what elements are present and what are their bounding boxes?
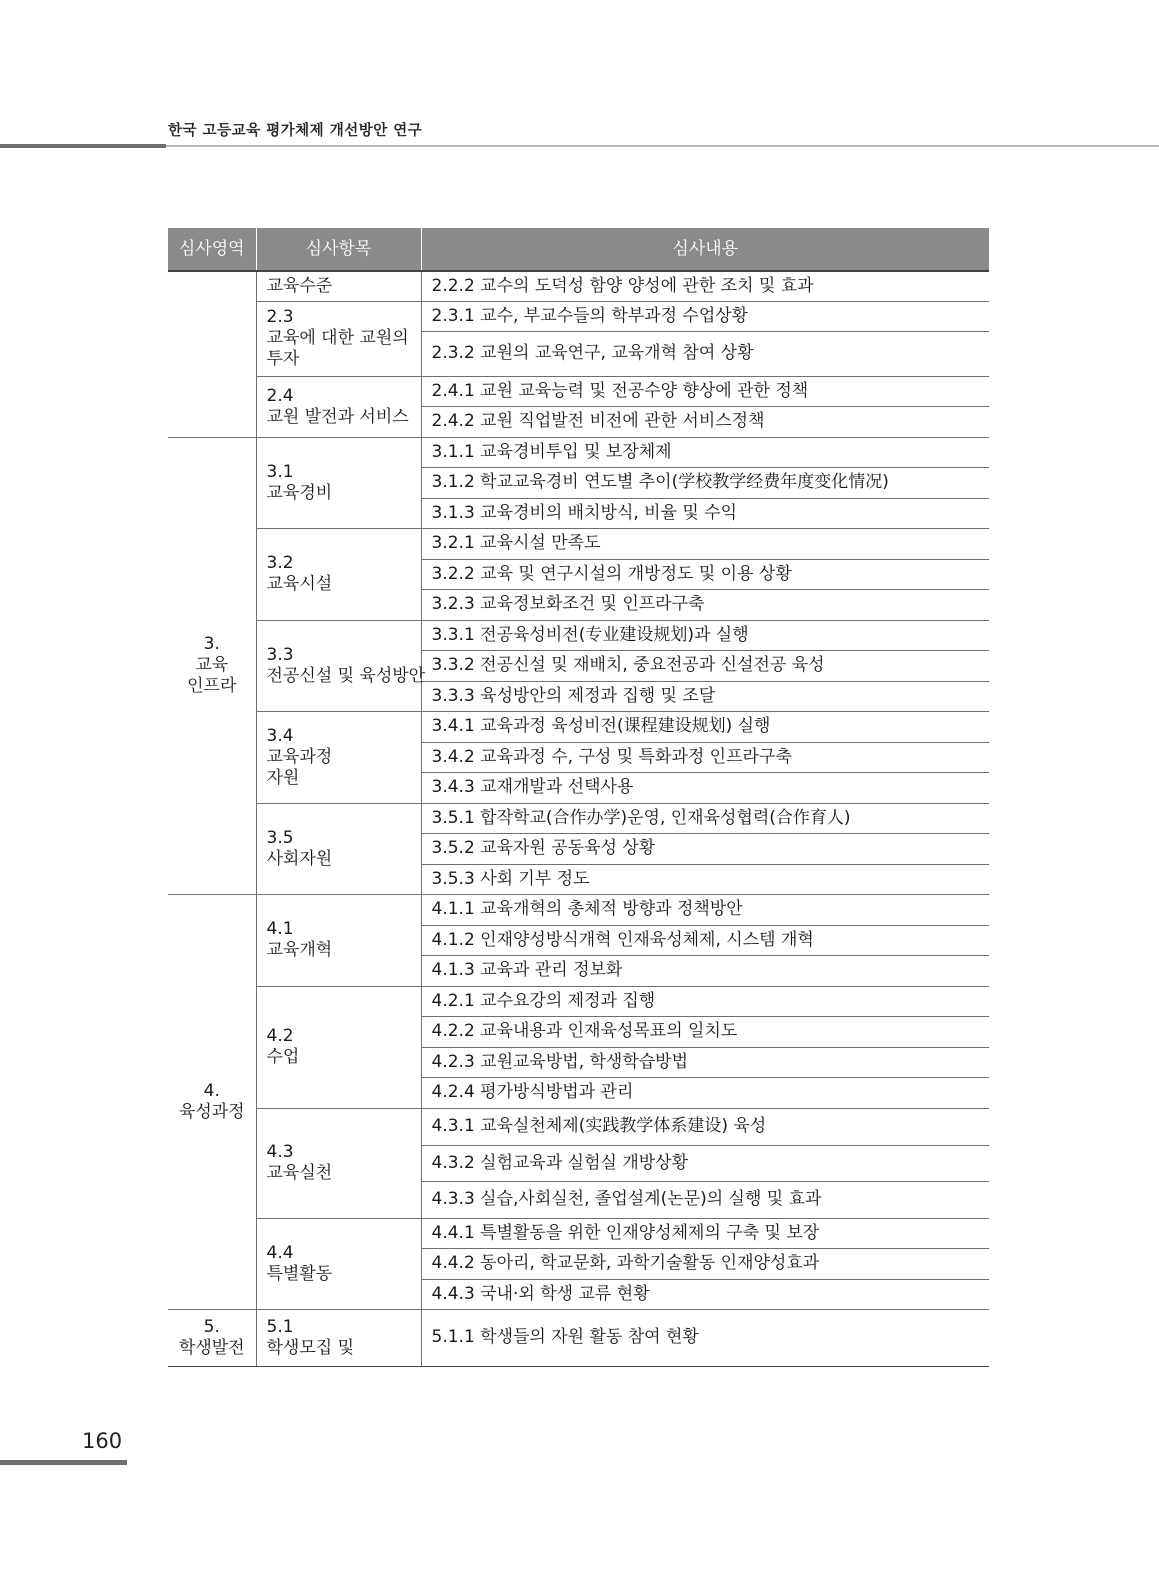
content-cell: 2.3.2 교원의 교육연구, 교육개혁 참여 상황 (421, 331, 989, 376)
item-cell: 4.3 교육실천 (256, 1108, 421, 1218)
table-row (168, 894, 989, 925)
content-cell: 2.3.1 교수, 부교수들의 학부과정 수업상황 (421, 301, 989, 331)
content-cell: 3.1.2 학교교육경비 연도별 추이(学校教学经费年度变化情况) (421, 467, 989, 498)
content-cell: 3.2.1 교육시설 만족도 (421, 528, 989, 559)
content-cell: 3.2.3 교육정보화조건 및 인프라구축 (421, 589, 989, 620)
content-cell: 3.1.3 교육경비의 배치방식, 비율 및 수익 (421, 498, 989, 528)
column-header-content: 심사내용 (421, 228, 989, 271)
table-row (168, 1309, 989, 1366)
table-row (168, 1218, 989, 1248)
content-cell: 3.3.3 육성방안의 제정과 집행 및 조달 (421, 681, 989, 711)
table-row (168, 1108, 989, 1145)
table-row (168, 620, 989, 650)
table-row (168, 803, 989, 833)
review-criteria-table (168, 228, 989, 1367)
footer-rule (0, 1460, 127, 1465)
column-header-item: 심사항목 (256, 228, 421, 271)
item-cell: 5.1 학생모집 및 (256, 1309, 421, 1366)
content-cell: 4.2.1 교수요강의 제정과 집행 (421, 986, 989, 1016)
item-cell: 3.5 사회자원 (256, 803, 421, 894)
content-cell: 4.3.3 실습,사회실천, 졸업설계(논문)의 실행 및 효과 (421, 1181, 989, 1218)
content-cell: 3.4.1 교육과정 육성비전(课程建设规划) 실행 (421, 711, 989, 742)
content-cell: 3.4.3 교재개발과 선택사용 (421, 772, 989, 803)
content-cell: 2.4.2 교원 직업발전 비전에 관한 서비스정책 (421, 406, 989, 437)
content-cell: 4.2.4 평가방식방법과 관리 (421, 1077, 989, 1108)
item-cell: 4.1 교육개혁 (256, 894, 421, 986)
content-cell: 4.2.3 교원교육방법, 학생학습방법 (421, 1047, 989, 1077)
item-cell: 3.3 전공신설 및 육성방안 (256, 620, 421, 711)
table-row (168, 711, 989, 742)
content-cell: 4.3.2 실험교육과 실험실 개방상황 (421, 1145, 989, 1181)
content-cell: 5.1.1 학생들의 자원 활동 참여 현황 (421, 1309, 989, 1366)
header-rule-dark (0, 144, 166, 148)
content-cell: 3.3.1 전공육성비전(专业建设规划)과 실행 (421, 620, 989, 650)
table-row (168, 528, 989, 559)
area-cell: 3. 교육 인프라 (168, 437, 256, 894)
table-header-row (168, 228, 989, 271)
table-row (168, 986, 989, 1016)
header-rule-light (166, 145, 1159, 147)
content-cell: 2.4.1 교원 교육능력 및 전공수양 향상에 관한 정책 (421, 376, 989, 406)
column-header-area: 심사영역 (168, 228, 256, 271)
item-cell: 3.2 교육시설 (256, 528, 421, 620)
content-cell: 4.4.1 특별활동을 위한 인재양성체제의 구축 및 보장 (421, 1218, 989, 1248)
content-cell: 4.2.2 교육내용과 인재육성목표의 일치도 (421, 1016, 989, 1047)
area-cell: 5. 학생발전 (168, 1309, 256, 1366)
content-cell: 3.4.2 교육과정 수, 구성 및 특화과정 인프라구축 (421, 742, 989, 772)
item-cell: 3.1 교육경비 (256, 437, 421, 528)
table-row (168, 271, 989, 301)
content-cell: 3.5.2 교육자원 공동육성 상황 (421, 833, 989, 864)
table-row (168, 301, 989, 331)
item-cell: 4.2 수업 (256, 986, 421, 1108)
content-cell: 4.3.1 교육실천체제(实践教学体系建设) 육성 (421, 1108, 989, 1145)
table-row (168, 437, 989, 467)
content-cell: 4.1.3 교육과 관리 정보화 (421, 955, 989, 986)
area-cell: 4. 육성과정 (168, 894, 256, 1309)
item-cell: 4.4 특별활동 (256, 1218, 421, 1309)
content-cell: 3.1.1 교육경비투입 및 보장체제 (421, 437, 989, 467)
table-row (168, 376, 989, 406)
content-cell: 4.1.1 교육개혁의 총체적 방향과 정책방안 (421, 894, 989, 925)
item-cell: 2.4 교원 발전과 서비스 (256, 376, 421, 437)
content-cell: 3.3.2 전공신설 및 재배치, 중요전공과 신설전공 육성 (421, 650, 989, 681)
content-cell: 4.1.2 인재양성방식개혁 인재육성체제, 시스템 개혁 (421, 925, 989, 955)
content-cell: 2.2.2 교수의 도덕성 함양 양성에 관한 조치 및 효과 (421, 271, 989, 301)
item-cell: 교육수준 (256, 271, 421, 301)
content-cell: 3.2.2 교육 및 연구시설의 개방정도 및 이용 상황 (421, 559, 989, 589)
content-cell: 4.4.2 동아리, 학교문화, 과학기술활동 인재양성효과 (421, 1248, 989, 1279)
content-cell: 3.5.3 사회 기부 정도 (421, 864, 989, 894)
item-cell: 3.4 교육과정 자원 (256, 711, 421, 803)
area-cell (168, 271, 256, 437)
content-cell: 4.4.3 국내·외 학생 교류 현황 (421, 1279, 989, 1309)
running-header: 한국 고등교육 평가체제 개선방안 연구 (168, 123, 423, 139)
content-cell: 3.5.1 합작학교(合作办学)운영, 인재육성협력(合作育人) (421, 803, 989, 833)
page-number: 160 (82, 1429, 123, 1453)
item-cell: 2.3 교육에 대한 교원의 투자 (256, 301, 421, 376)
